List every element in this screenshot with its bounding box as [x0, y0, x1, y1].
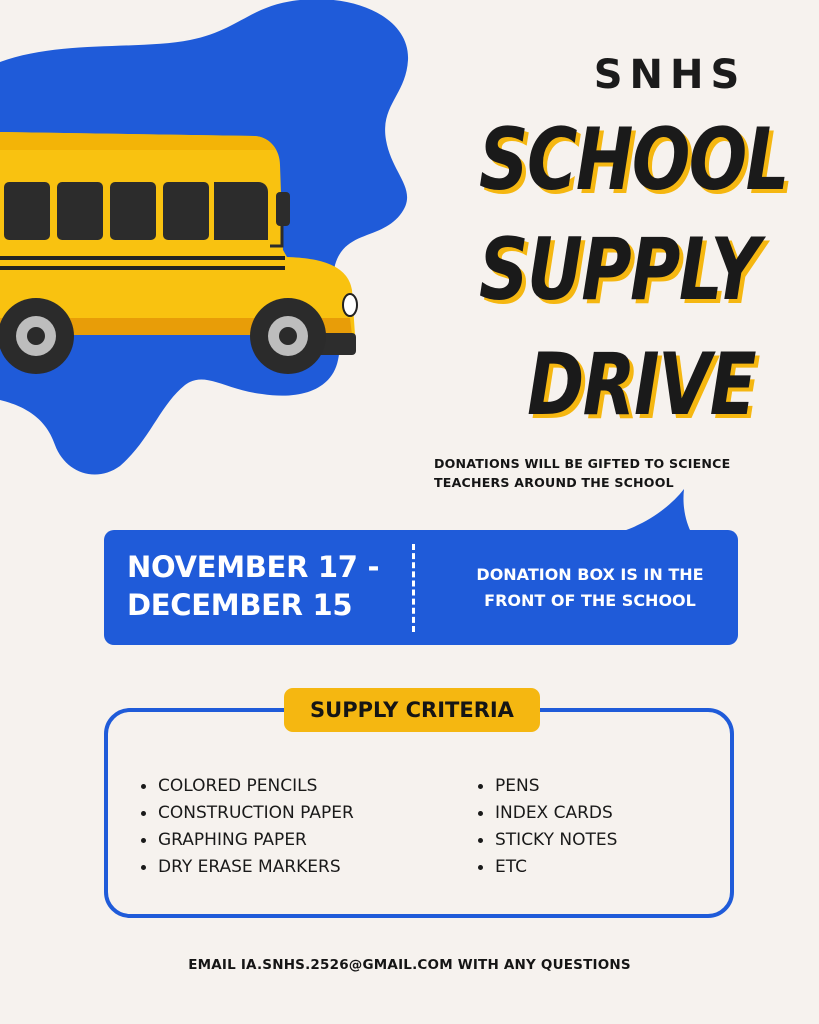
location-line-1: DONATION BOX IS IN THE [476, 565, 704, 584]
list-item: STICKY NOTES [476, 827, 617, 854]
contact-email-line: EMAIL IA.SNHS.2526@GMAIL.COM WITH ANY QUESTIONS [188, 957, 631, 973]
school-bus-illustration [0, 0, 420, 480]
title-line-2: SUPPLY [479, 220, 759, 320]
list-item: GRAPHING PAPER [139, 827, 354, 854]
location-line-2: FRONT OF THE SCHOOL [484, 591, 696, 610]
list-item: COLORED PENCILS [139, 773, 354, 800]
title-line-1: SCHOOL [479, 110, 788, 210]
dates-line-1: NOVEMBER 17 - [127, 550, 380, 584]
org-name: SNHS [593, 52, 747, 98]
criteria-list-right [476, 773, 617, 881]
donation-note: DONATIONS WILL BE GIFTED TO SCIENCE TEACHERS AROUND THE SCHOOL [434, 456, 731, 490]
list-item: PENS [476, 773, 617, 800]
dates-line-2: DECEMBER 15 [127, 588, 353, 622]
list-item: INDEX CARDS [476, 800, 617, 827]
banner-divider [412, 544, 415, 632]
criteria-label: SUPPLY CRITERIA [284, 688, 540, 732]
list-item: DRY ERASE MARKERS [139, 854, 354, 881]
list-item: CONSTRUCTION PAPER [139, 800, 354, 827]
title-line-3: DRIVE [527, 335, 755, 435]
drive-dates [127, 548, 407, 624]
criteria-list-left [139, 773, 354, 881]
list-item: ETC [476, 854, 617, 881]
donation-location [440, 562, 740, 614]
